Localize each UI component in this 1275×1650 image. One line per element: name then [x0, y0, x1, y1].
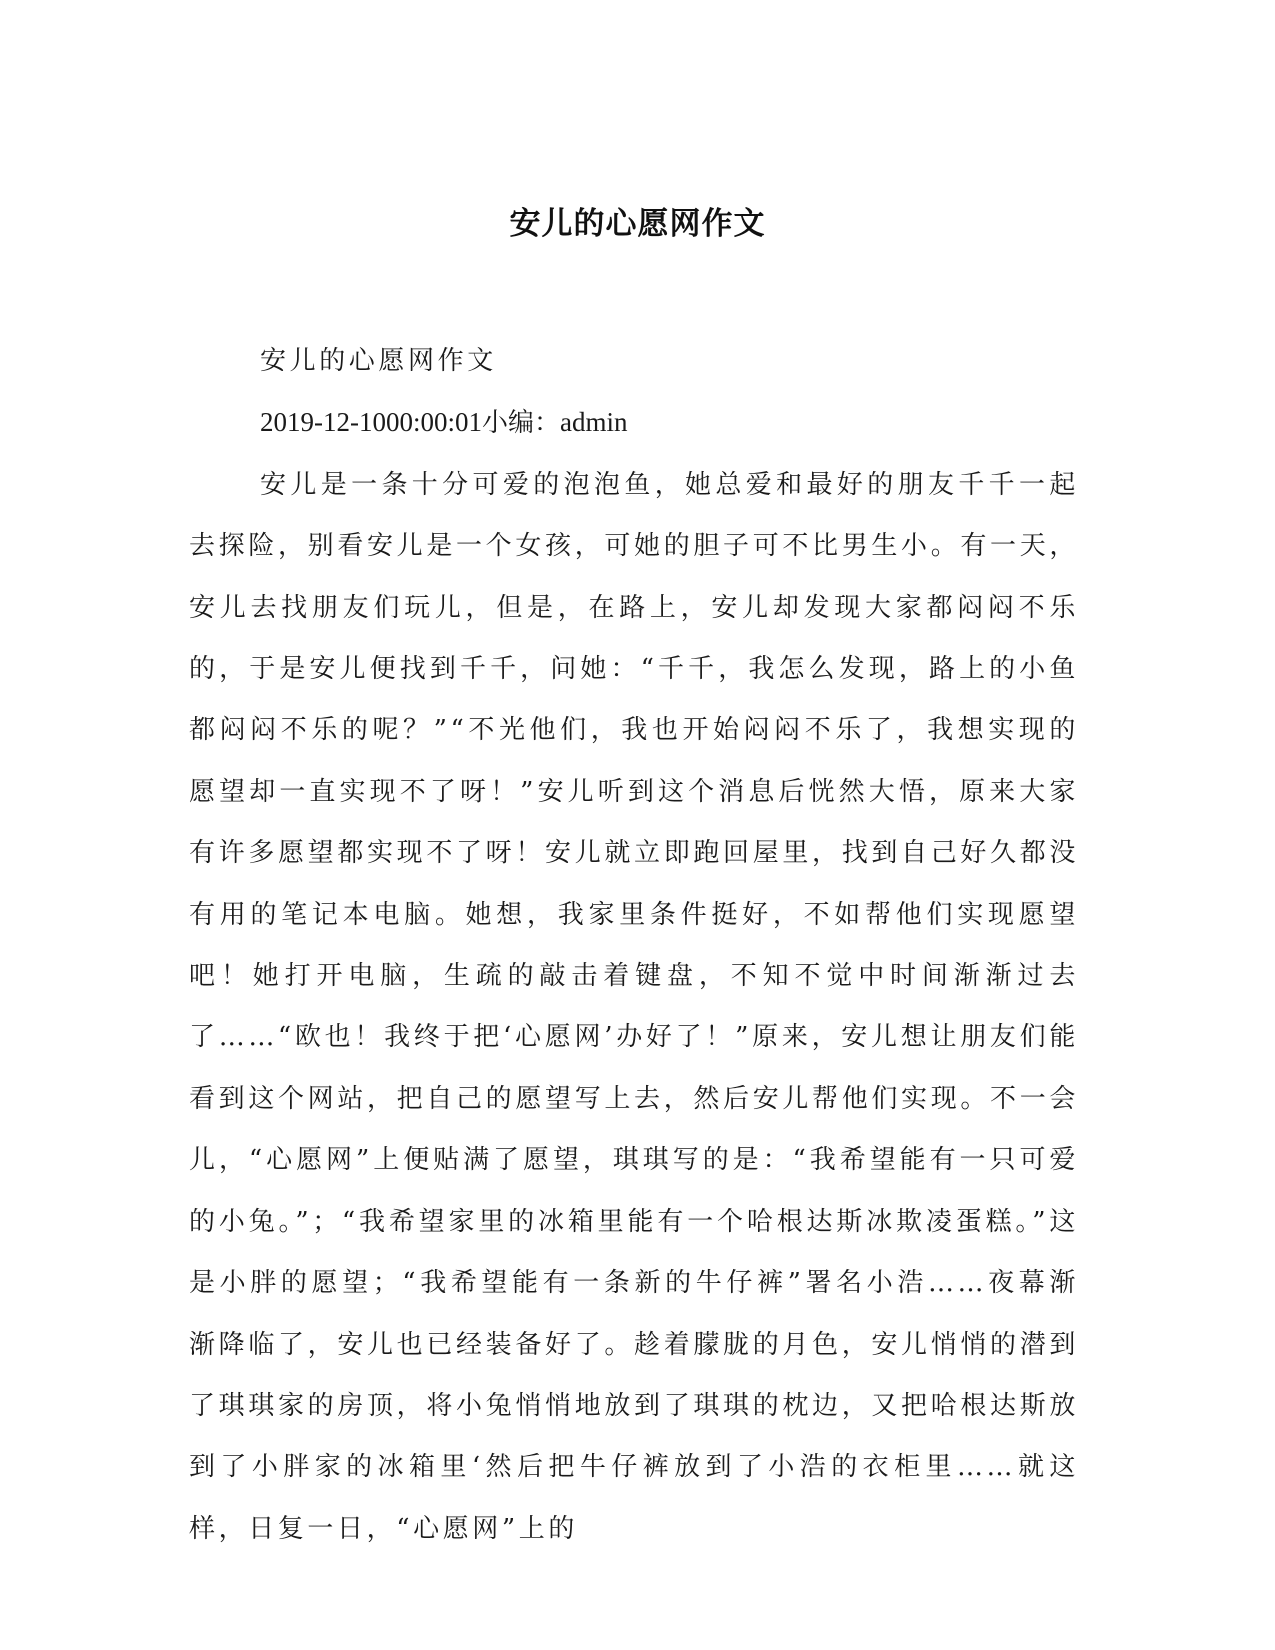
editor-label: 小编： — [482, 408, 561, 439]
document-title: 安儿的心愿网作文 — [509, 206, 766, 242]
meta-line — [189, 392, 1079, 454]
editor-name: admin — [560, 407, 628, 438]
publish-datetime: 2019-12-1000:00:01 — [260, 407, 482, 438]
document-subtitle: 安儿的心愿网作文 — [260, 346, 497, 376]
document-body — [189, 331, 1079, 1560]
story-paragraph: 安儿是一条十分可爱的泡泡鱼，她总爱和最好的朋友千千一起去探险，别看安儿是一个女孩，可她的胆子可不比男生小。有一天，安儿去找朋友们玩儿，但是，在路上，安儿却发现大家都闷闷不乐的，于是安儿便找到千千，问她：“千千，我怎么发现，路上的小鱼都闷闷不乐的呢？”“不光他们，我也开始闷闷不乐了，我想实现的愿望却一直实现不了呀！”安儿听到这个消息后恍然大悟，原来大家有许多愿望都实现不了呀！安儿就立即跑回屋里，找到自己好久都没有用的笔记本电脑。她想，我家里条件挺好，不如帮他们实现愿望吧！她打开电脑，生疏的敲击着键盘，不知不觉中时间渐渐过去了……“欧也！我终于把‘心愿网’办好了！”原来，安儿想让朋友们能看到这个网站，把自己的愿望写上去，然后安儿帮他们实现。不一会儿，“心愿网”上便贴满了愿望，琪琪写的是：“我希望能有一只可爱的小兔。”；“我希望家里的冰箱里能有一个哈根达斯冰欺凌蛋糕。”这是小胖的愿望；“我希望能有一条新的牛仔裤”署名小浩……夜幕渐渐降临了，安儿也已经装备好了。趁着朦胧的月色，安儿悄悄的潜到了琪琪家的房顶，将小兔悄悄地放到了琪琪的枕边，又把哈根达斯放到了小胖家的冰箱里‘然后把牛仔裤放到了小浩的衣柜里……就这样，日复一日，“心愿网”上的 — [189, 469, 1079, 1544]
